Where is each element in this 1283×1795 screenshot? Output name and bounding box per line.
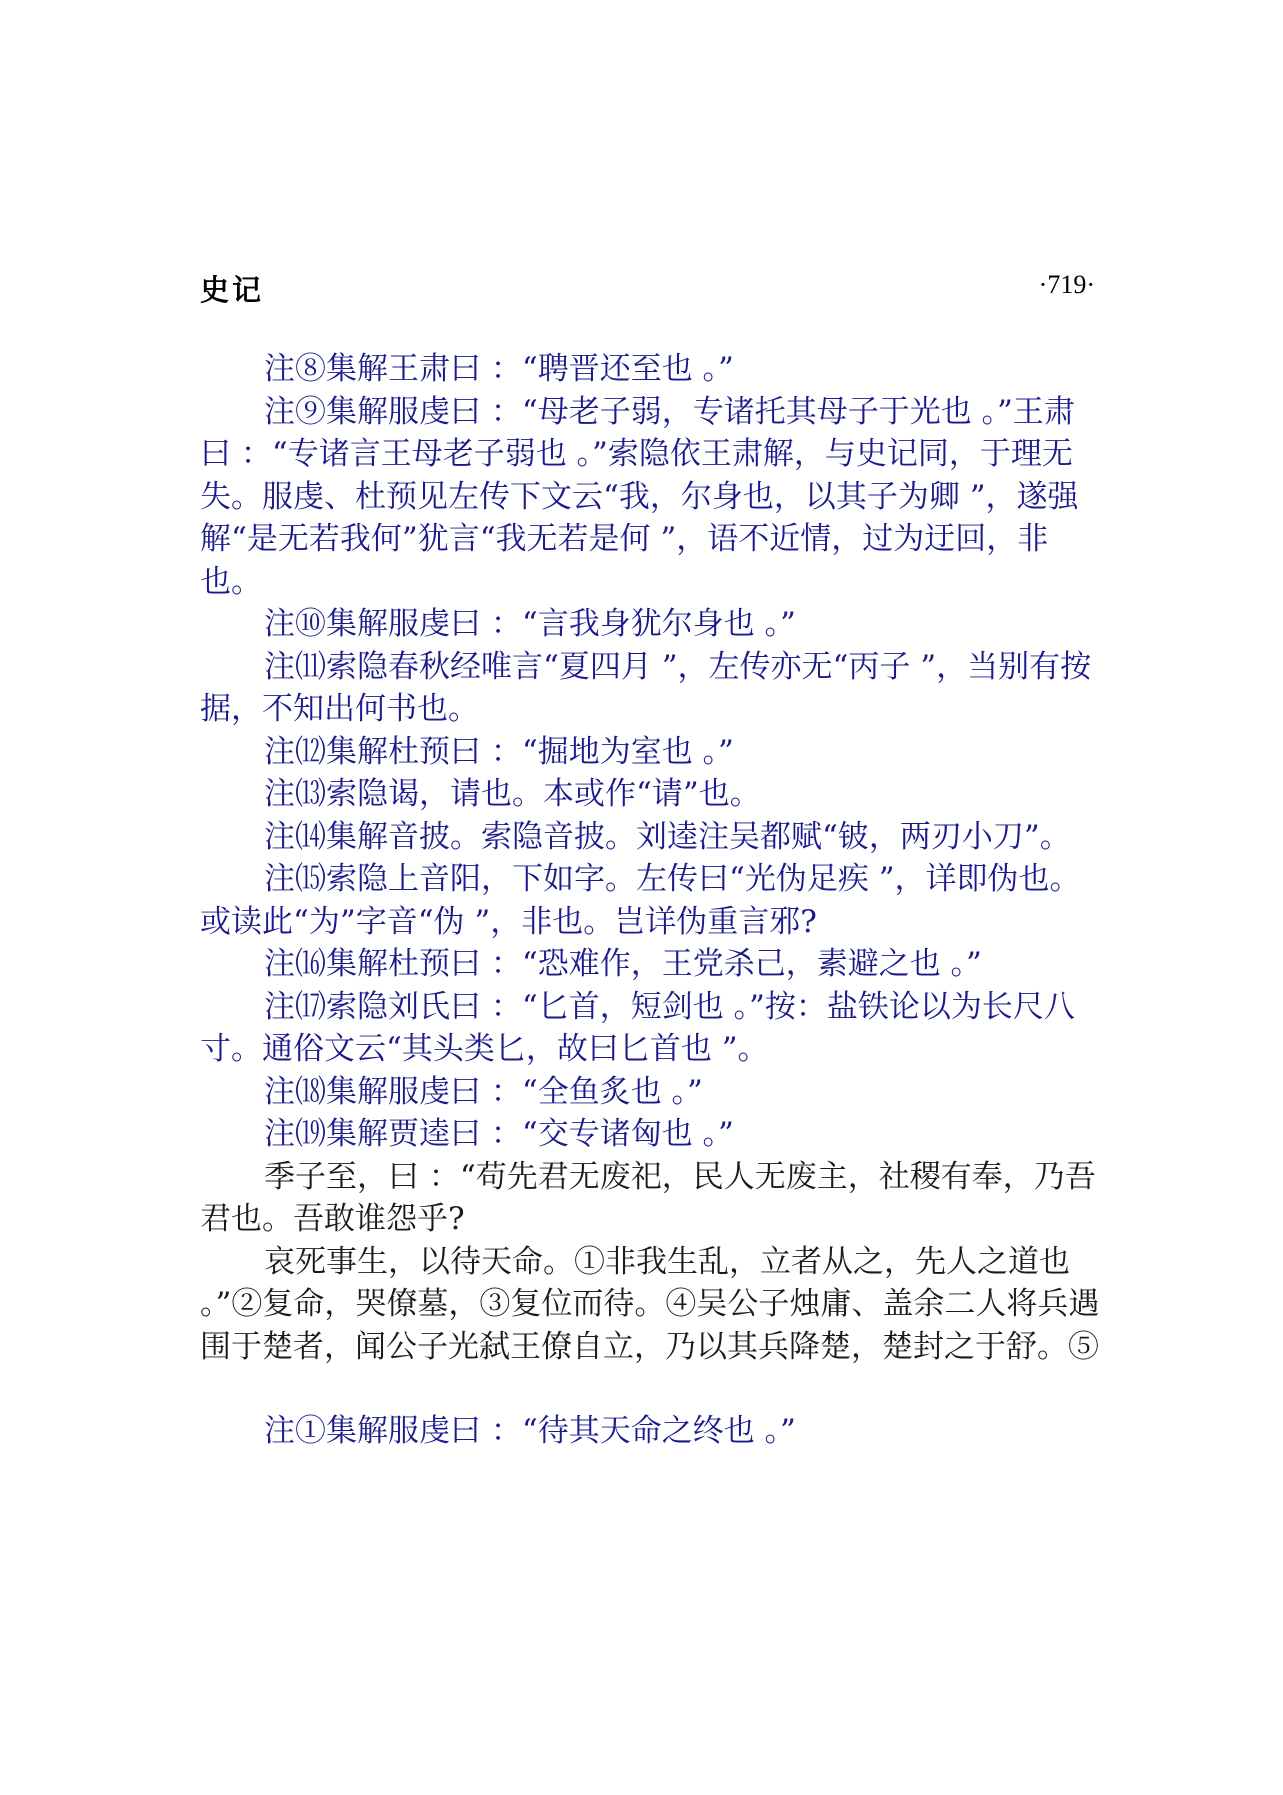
note-1: 注①集解服虔曰 ：“待其天命之终也 。” [264, 1413, 796, 1449]
note-8: 注⑧集解王肃曰 ：“聘晋还至也 。” [264, 351, 734, 387]
note-12: 注⑿集解杜预曰 ：“掘地为室也 。” [264, 733, 734, 770]
page-body [200, 348, 1100, 1453]
note-9: 注⑨集解服虔曰 ：“母老子弱，专诸托其母子于光也 。”王肃曰 ：“专诸言王母老子弱也 。”索隐依王肃解，与史记同，于理无失。服虔、杜预见左传下文云“我，尔身也，以其子为卿 ”，遂强解“是无若我何”犹言“我无若是何 ”，语不近情，过为迂回，非也。 [200, 393, 1079, 600]
note-19: 注⒆集解贾逵曰 ：“交专诸匈也 。” [264, 1116, 734, 1152]
book-title: 史记 [200, 273, 265, 307]
note-16: 注⒃集解杜预曰 ：“恐难作，王党杀己，素避之也 。” [264, 946, 982, 982]
note-10: 注⑩集解服虔曰 ：“言我身犹尔身也 。” [264, 606, 796, 642]
main-paragraph-2: 哀死事生，以待天命。①非我生乱，立者从之，先人之道也 。”②复命，哭僚墓，③复位而待。④吴公子烛庸、盖余二人将兵遇围于楚者，闻公子光弑王僚自立，乃以其兵降楚，楚封之于舒。⑤ [200, 1243, 1100, 1365]
note-14: 注⒁集解音披。索隐音披。刘逵注吴都赋“铍，两刃小刀”。 [264, 818, 1071, 855]
main-paragraph-1: 季子至，曰 ：“苟先君无废祀，民人无废主，社稷有奉，乃吾君也。吾敢谁怨乎? [200, 1158, 1096, 1237]
note-13: 注⒀索隐谒，请也。本或作“请”也。 [264, 776, 761, 812]
page-number: ·719· [1038, 270, 1095, 299]
note-17: 注⒄索隐刘氏曰 ：“匕首，短剑也 。”按：盐铁论以为长尺八寸。通俗文云“其头类匕，故曰匕首也 ”。 [200, 988, 1075, 1067]
note-11: 注⑾索隐春秋经唯言“夏四月 ”，左传亦无“丙子 ”，当别有按据，不知出何书也。 [200, 648, 1092, 727]
note-15: 注⒂索隐上音阳，下如字。左传曰“光伪足疾 ”，详即伪也。或读此“为”字音“伪 ”，非也。岂详伪重言邪? [200, 861, 1081, 940]
section-gap [200, 1368, 1100, 1410]
page-header [200, 268, 1095, 308]
note-18: 注⒅集解服虔曰 ：“全鱼炙也 。” [264, 1073, 703, 1110]
